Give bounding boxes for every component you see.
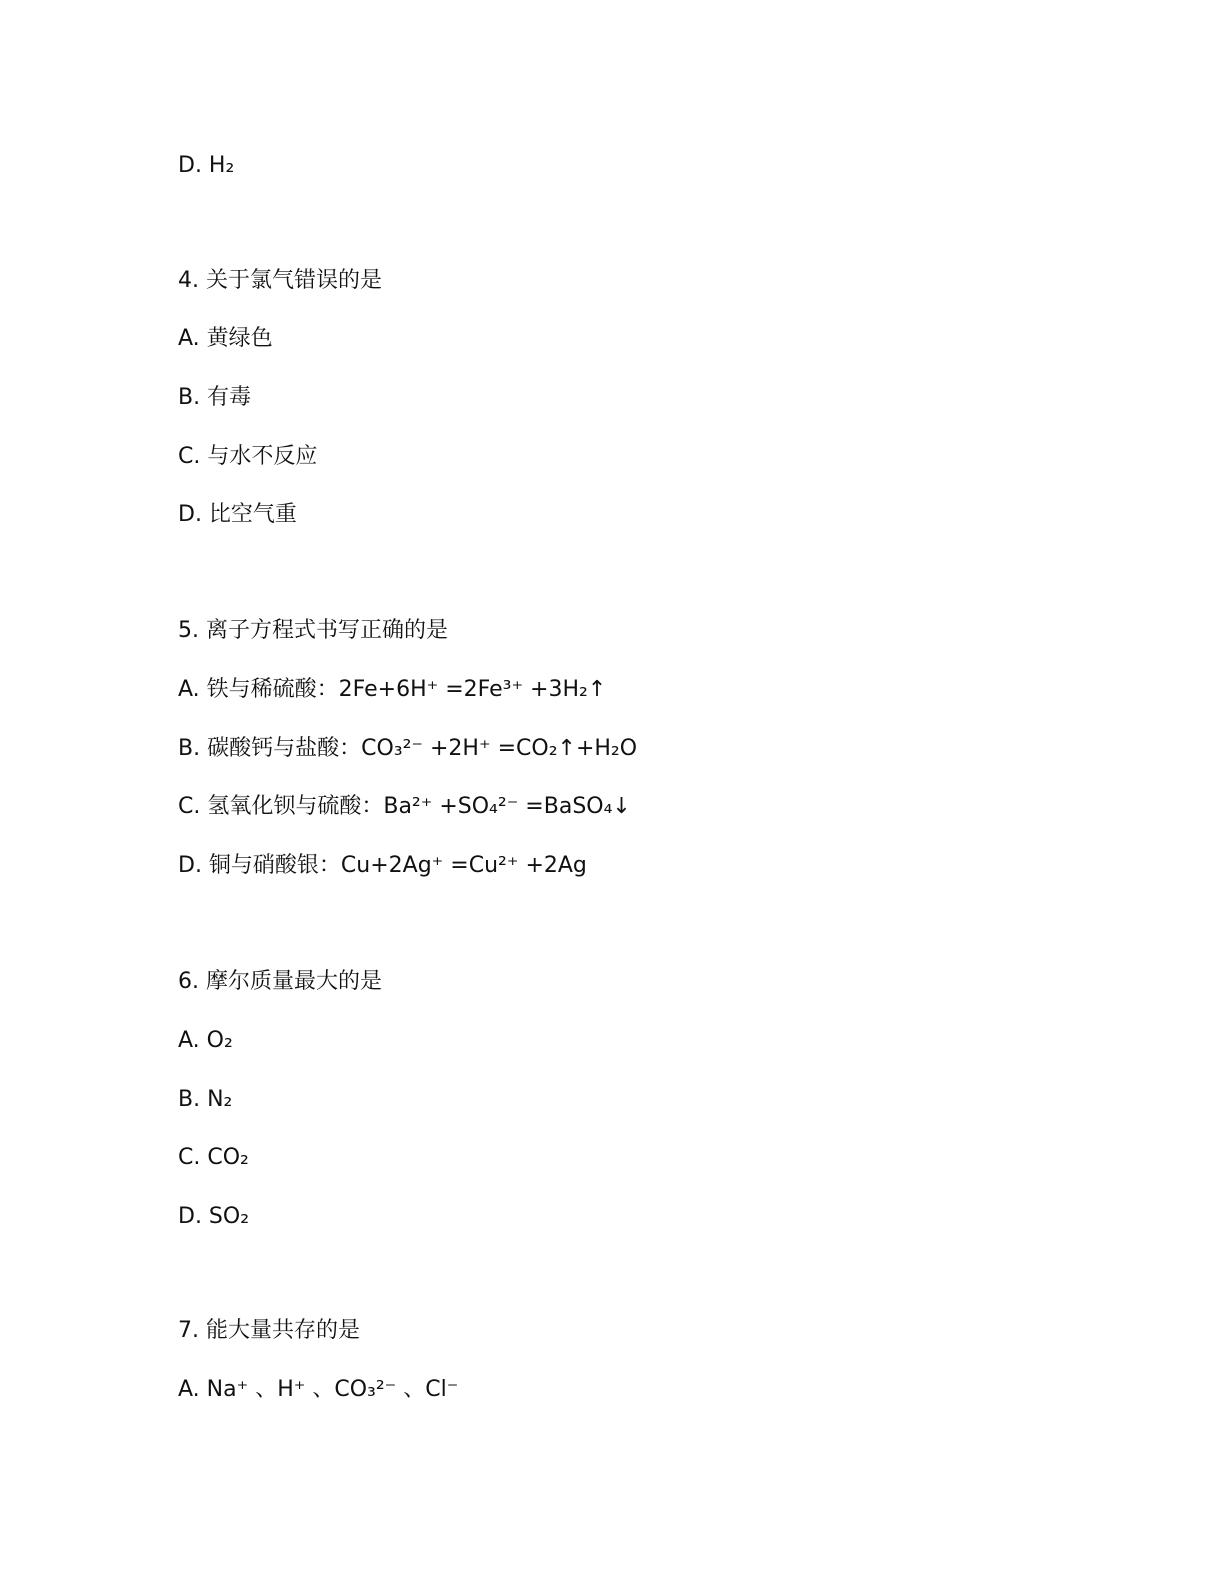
q4-option-a: A. 黄绿色 <box>178 326 273 351</box>
q4-option-d: D. 比空气重 <box>178 502 297 527</box>
q3-option-d: D. H₂ <box>178 153 235 178</box>
q5-option-c: C. 氢氧化钡与硫酸：Ba²⁺ +SO₄²⁻ =BaSO₄↓ <box>178 794 631 819</box>
q6-option-b: B. N₂ <box>178 1087 233 1112</box>
q5-option-d: D. 铜与硝酸银：Cu+2Ag⁺ =Cu²⁺ +2Ag <box>178 853 587 878</box>
q5-option-b: B. 碳酸钙与盐酸：CO₃²⁻ +2H⁺ =CO₂↑+H₂O <box>178 736 638 761</box>
q6-option-d: D. SO₂ <box>178 1204 250 1229</box>
q7-option-a: A. Na⁺ 、H⁺ 、CO₃²⁻ 、Cl⁻ <box>178 1377 459 1402</box>
q4-option-c: C. 与水不反应 <box>178 444 318 469</box>
q6-stem: 6. 摩尔质量最大的是 <box>178 969 382 994</box>
q4-option-b: B. 有毒 <box>178 385 252 410</box>
q5-option-a: A. 铁与稀硫酸：2Fe+6H⁺ =2Fe³⁺ +3H₂↑ <box>178 677 607 702</box>
q7-stem: 7. 能大量共存的是 <box>178 1318 360 1343</box>
q6-option-c: C. CO₂ <box>178 1145 249 1170</box>
q6-option-a: A. O₂ <box>178 1028 233 1053</box>
q4-stem: 4. 关于氯气错误的是 <box>178 268 382 293</box>
q5-stem: 5. 离子方程式书写正确的是 <box>178 618 448 643</box>
